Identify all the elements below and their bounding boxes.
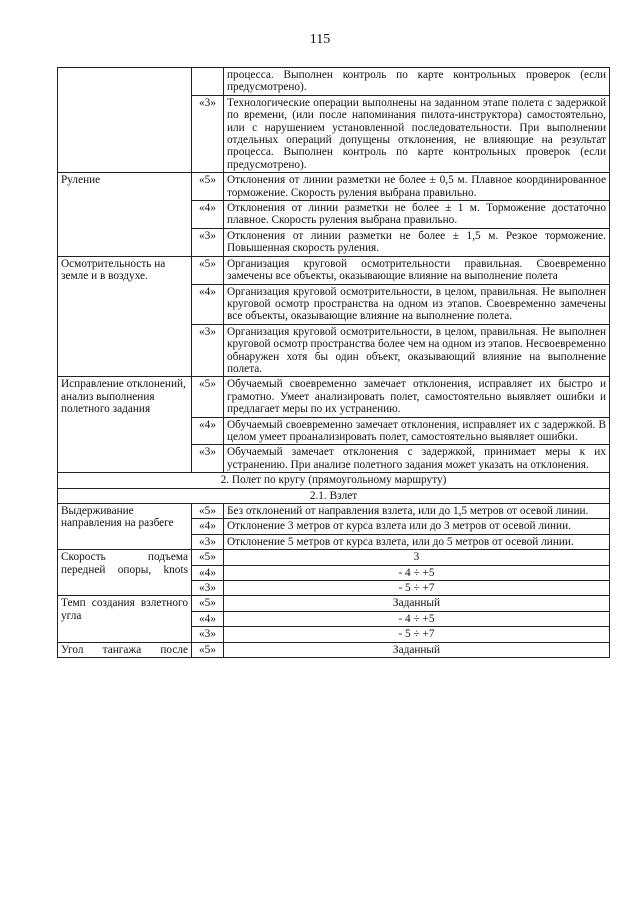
grade-cell: «5» [192,642,224,657]
criterion-cell: Руление [58,173,192,256]
description-cell: Отклонение 3 метров от курса взлета или до 3 метров от осевой линии. [224,519,610,534]
grade-cell: «4» [192,417,224,445]
evaluation-criteria-table [57,67,610,658]
criterion-cell: Скорость подъема передней опоры, knots [58,550,192,596]
grade-cell: «5» [192,173,224,201]
grade-cell: «4» [192,565,224,580]
section-heading: 2. Полет по кругу (прямоугольному маршруту) [58,473,610,488]
criterion-cell: Темп создания взлетного угла [58,596,192,642]
value-cell: 3 [224,550,610,565]
grade-cell: «4» [192,611,224,626]
grade-cell: «3» [192,534,224,549]
grade-cell: «3» [192,445,224,473]
value-cell: - 5 ÷ +7 [224,627,610,642]
description-cell: Организация круговой осмотрительности правильная. Своевременно замечены все объекты, оказывающие влияние на выполнение полета [224,256,610,284]
value-cell: - 4 ÷ +5 [224,611,610,626]
grade-cell: «4» [192,284,224,324]
table-row [58,377,610,417]
description-cell: Организация круговой осмотрительности, в целом, правильная. Не выполнен круговой осмотр пространства более чем на одном из этапов. Несвоевременно обнаружен хотя бы один объект, оказывающий влияние на выполнение полета. [224,324,610,377]
criterion-cell: Осмотрительность на земле и в воздухе. [58,256,192,377]
description-cell: Обучаемый своевременно замечает отклонения, исправляет их быстро и грамотно. Умеет анализировать полет, самостоятельно выявляет ошибки и предлагает меры по их устранению. [224,377,610,417]
table-row [58,504,610,519]
grade-cell: «3» [192,581,224,596]
table-row [58,642,610,657]
grade-cell: «5» [192,256,224,284]
description-cell: Обучаемый замечает отклонения с задержкой, принимает меры к их устранению. При анализе полетного задания может указать на отклонения. [224,445,610,473]
grade-cell: «4» [192,519,224,534]
description-cell: Отклонения от линии разметки не более ± 1 м. Торможение достаточно плавное. Скорость руления выбрана правильно. [224,201,610,229]
grade-cell: «4» [192,201,224,229]
description-cell: Отклонение 5 метров от курса взлета, или до 5 метров от осевой линии. [224,534,610,549]
grade-cell: «5» [192,377,224,417]
table-row [58,550,610,565]
table-row [58,173,610,201]
table-row [58,596,610,611]
grade-cell: «5» [192,550,224,565]
criterion-cell: Исправление отклонений, анализ выполнения полетного задания [58,377,192,473]
value-cell: - 5 ÷ +7 [224,581,610,596]
criterion-cell: Выдерживание направления на разбеге [58,504,192,550]
criterion-cell-empty [58,68,192,173]
table-row [58,256,610,284]
description-cell: Без отклонений от направления взлета, или до 1,5 метров от осевой линии. [224,504,610,519]
subsection-heading: 2.1. Взлет [58,488,610,503]
description-cell: Обучаемый своевременно замечает отклонения, исправляет их с задержкой. В целом умеет проанализировать полет, самостоятельно выявляет ошибки. [224,417,610,445]
description-cell: Технологические операции выполнены на заданном этапе полета с задержкой по времени, (или после напоминания пилота-инструктора) самостоятельно, или с нарушением установленной последовательности. При выполнении отдельных операций допущены отклонения, не влияющие на результат процесса. Выполнен контроль по карте контрольных проверок (если предусмотрено). [224,95,610,172]
subsection-heading-row [58,488,610,503]
criterion-cell: Угол тангажа после [58,642,192,657]
description-cell: Отклонения от линии разметки не более ± 1,5 м. Резкое торможение. Повышенная скорость руления. [224,228,610,256]
grade-cell: «3» [192,324,224,377]
grade-cell: «3» [192,95,224,172]
section-heading-row [58,473,610,488]
grade-cell: «5» [192,596,224,611]
description-cell: Организация круговой осмотрительности, в целом, правильная. Не выполнен круговой осмотр пространства на одном из этапов. Своевременно замечены все объекты, оказывающие влияние на выполнение полета. [224,284,610,324]
description-cell: процесса. Выполнен контроль по карте контрольных проверок (если предусмотрено). [224,68,610,96]
value-cell: - 4 ÷ +5 [224,565,610,580]
page-number: 115 [309,32,331,47]
description-cell: Отклонения от линии разметки не более ± 0,5 м. Плавное координированное торможение. Скорость руления выбрана правильно. [224,173,610,201]
value-cell: Заданный [224,642,610,657]
value-cell: Заданный [224,596,610,611]
grade-cell: «5» [192,504,224,519]
grade-cell-empty [192,68,224,96]
grade-cell: «3» [192,228,224,256]
table-row [58,68,610,96]
grade-cell: «3» [192,627,224,642]
